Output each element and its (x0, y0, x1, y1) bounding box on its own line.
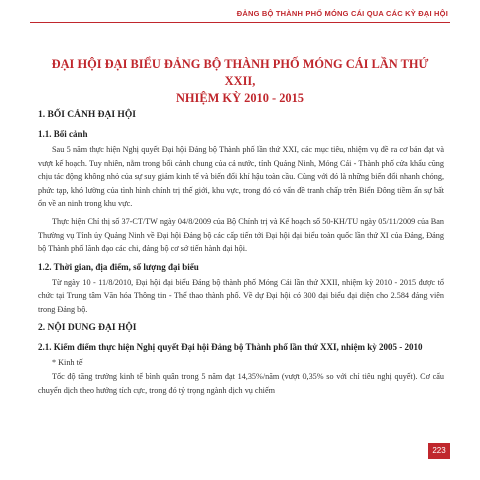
document-title (40, 56, 440, 107)
paragraph-1-1-a: Sau 5 năm thực hiện Nghị quyết Đại hội Đảng bộ Thành phố lần thứ XXI, các mục tiêu, nhiệm vụ đề ra cơ bản đạt và vượt kế hoạch. Tuy nhiên, nằm trong bối cảnh chung của cả nước, tỉnh Quảng Ninh, Móng Cái - Thành phố cửa khẩu cũng chịu tác động không nhỏ của sự suy giảm kinh tế và biến đổi khí hậu toàn cầu. Cùng với đó là những biến đổi nhanh chóng, phức tạp, khó lường của tình hình chính trị thế giới, khu vực, trong đó có vấn đề tranh chấp trên Biển Đông tiềm ẩn sự bất ổn về an ninh trong khu vực. (38, 145, 444, 209)
title-line-2: NHIỆM KỲ 2010 - 2015 (175, 91, 305, 105)
subsection-1-2-heading: 1.2. Thời gian, địa điểm, số lượng đại biểu (38, 261, 199, 272)
header-rule (30, 22, 450, 23)
running-header: ĐẢNG BỘ THÀNH PHỐ MÓNG CÁI QUA CÁC KỲ ĐẠI HỘI (236, 9, 448, 18)
economy-bullet: * Kinh tế (52, 357, 83, 367)
paragraph-1-2: Từ ngày 10 - 11/8/2010, Đại hội đại biểu Đảng bộ thành phố Móng Cái lần thứ XXII, nhiệm kỳ 2010 - 2015 được tổ chức tại Trung tâm Văn hóa Thông tin - Thể thao thành phố. Về dự Đại hội có 300 đại biểu đại diện cho 2.584 đảng viên trong Đảng bộ. (38, 277, 444, 314)
section-1-heading: 1. BỐI CẢNH ĐẠI HỘI (38, 110, 136, 120)
subsection-2-1-heading: 2.1. Kiểm điểm thực hiện Nghị quyết Đại hội Đảng bộ Thành phố lần thứ XXI, nhiệm kỳ 2005 - 2010 (38, 341, 423, 352)
paragraph-1-1-b: Thực hiện Chỉ thị số 37-CT/TW ngày 04/8/2009 của Bộ Chính trị và Kế hoạch số 50-KH/TU ngày 05/11/2009 của Ban Thường vụ Tỉnh ủy Quảng Ninh về Đại hội Đảng bộ các cấp tiến tới Đại hội đại biểu toàn quốc lần thứ XI của Đảng, Đảng bộ Thành phố lãnh đạo các chi, đảng bộ cơ sở tiến hành đại hội. (38, 216, 444, 254)
subsection-1-1-heading: 1.1. Bối cảnh (38, 129, 88, 139)
section-2-heading: 2. NỘI DUNG ĐẠI HỘI (38, 322, 137, 333)
title-line-1: ĐẠI HỘI ĐẠI BIỂU ĐẢNG BỘ THÀNH PHỐ MÓNG CÁI LẦN THỨ XXII, (51, 57, 429, 88)
page-number: 223 (428, 443, 450, 459)
document-body (38, 108, 444, 399)
paragraph-2-1: Tốc độ tăng trưởng kinh tế bình quân trong 5 năm đạt 14,35%/năm (vượt 0,35% so với chỉ tiêu nghị quyết). Cơ cấu chuyển dịch theo hướng tích cực, trong đó tỷ trọng ngành dịch vụ chiếm (38, 372, 444, 395)
